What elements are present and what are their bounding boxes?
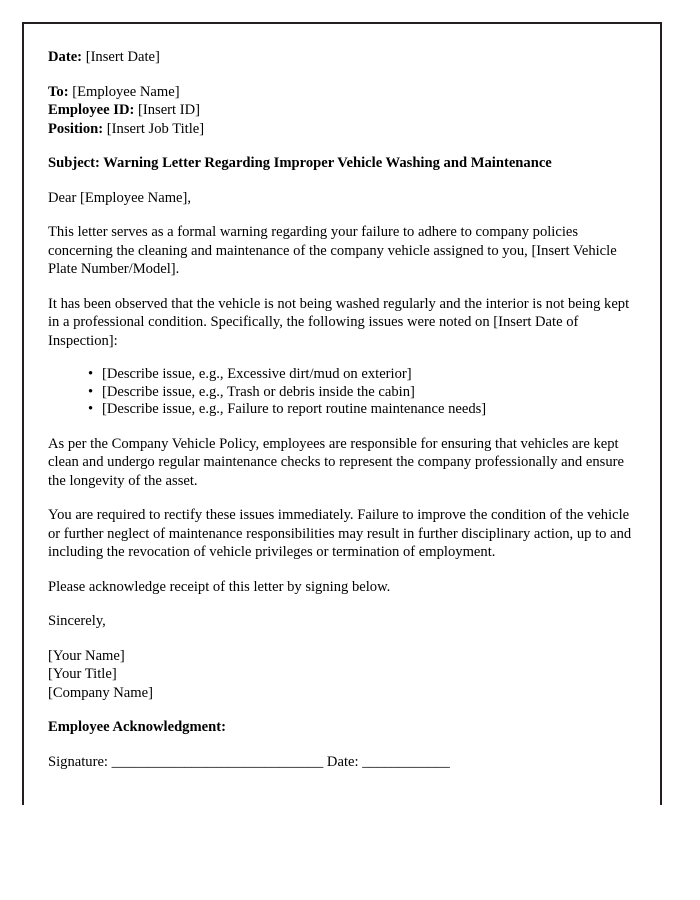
sender-name: [Your Name] (48, 647, 125, 664)
ack-date-input-rule[interactable]: ____________ (362, 753, 450, 770)
paragraph-policy: As per the Company Vehicle Policy, employees are responsible for ensuring that vehicles are kept clean and undergo regular maintenance checks to represent the company professionally and ensure the longevity of the asset. (48, 435, 624, 489)
paragraph-observation: It has been observed that the vehicle is not being washed regularly and the interior is not being kept in a professional condition. Specifically, the following issues were noted on [Insert Date of Inspection]: (48, 295, 630, 349)
acknowledgment-fields (48, 753, 636, 772)
signature-input-rule[interactable]: _____________________________ (111, 753, 324, 770)
paragraph-consequence: You are required to rectify these issues immediately. Failure to improve the condition of the vehicle or further neglect of maintenance responsibilities may result in further disciplinary action, up to and including the revocation of vehicle privileges or termination of employment. (48, 507, 632, 560)
date-value: [Insert Date] (85, 49, 160, 65)
to-line (48, 83, 636, 102)
recipient-block (48, 83, 636, 139)
position-line (48, 120, 636, 139)
to-label: To: (48, 83, 69, 100)
acknowledgment-heading: Employee Acknowledgment: (48, 719, 226, 735)
employee-id-value: [Insert ID] (138, 102, 200, 118)
letter-body (48, 48, 636, 771)
subject-line: Subject: Warning Letter Regarding Improper Vehicle Washing and Maintenance (48, 155, 552, 171)
date-label: Date: (48, 49, 83, 65)
employee-id-label: Employee ID: (48, 102, 135, 118)
salutation: Dear [Employee Name], (48, 189, 192, 206)
signature-label: Signature: (48, 753, 108, 770)
list-item: • [Describe issue, e.g., Trash or debris inside the cabin] (88, 384, 636, 402)
company-name: [Company Name] (48, 684, 153, 701)
to-value: [Employee Name] (72, 83, 180, 100)
sender-title: [Your Title] (48, 666, 117, 682)
position-label: Position: (48, 120, 104, 137)
date-line (48, 48, 636, 67)
ack-date-label: Date: (326, 753, 359, 770)
employee-id-line (48, 101, 636, 120)
issues-list (48, 366, 636, 419)
signature-block (48, 647, 636, 703)
position-value: [Insert Job Title] (106, 120, 205, 137)
paragraph-acknowledge-request: Please acknowledge receipt of this letter by signing below. (48, 578, 391, 595)
date-block (48, 48, 636, 67)
list-item: • [Describe issue, e.g., Excessive dirt/mud on exterior] (88, 366, 636, 384)
valediction: Sincerely, (48, 613, 106, 629)
paragraph-intro: This letter serves as a formal warning regarding your failure to adhere to company policies concerning the cleaning and maintenance of the company vehicle assigned to you, [Insert Vehicle Plate Number/Model]. (48, 224, 617, 277)
list-item: • [Describe issue, e.g., Failure to report routine maintenance needs] (88, 401, 636, 419)
